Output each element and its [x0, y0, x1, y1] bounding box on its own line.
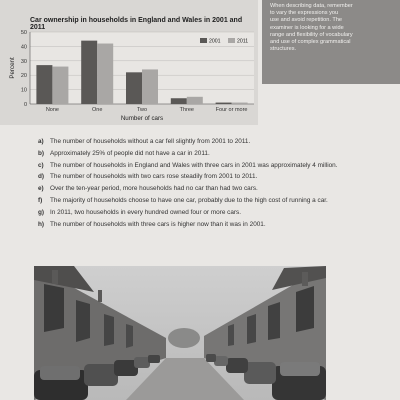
bar-2011 — [187, 97, 203, 104]
statement-b — [38, 148, 390, 160]
tip-line: examiner is looking for a wide — [270, 24, 344, 31]
bar-2001 — [126, 72, 142, 104]
y-tick-label: 50 — [20, 30, 27, 36]
legend-swatch — [228, 38, 235, 43]
chart-title: Car ownership in households in England and Wales in 2001 and 2011 — [30, 17, 243, 31]
statement-label: g) — [38, 208, 45, 216]
statement-label: a) — [38, 138, 44, 145]
statement-label: b) — [38, 149, 45, 157]
tip-line: to vary the expressions you — [270, 10, 339, 17]
statement-label: e) — [38, 185, 44, 193]
tip-line: and use of complex grammatical — [270, 39, 351, 46]
statement-a — [38, 136, 390, 148]
street-photo-illustration — [34, 266, 326, 400]
statement-label: d) — [38, 173, 45, 181]
statement-text: The majority of households choose to have one car, probably due to the high cost of running a car. — [50, 196, 328, 204]
bar-2011 — [97, 44, 113, 104]
x-axis-label: Number of cars — [120, 115, 164, 122]
bar-2001 — [81, 41, 97, 104]
tip-line: When describing data, remember — [270, 3, 353, 9]
legend-swatch — [200, 38, 207, 43]
y-axis-label: Percent — [9, 57, 16, 79]
statement-text: The number of households with three cars is higher now than it was in 2001. — [50, 220, 266, 228]
legend-label: 2011 — [237, 38, 249, 45]
x-tick-label: Two — [136, 107, 148, 113]
bar-2011 — [142, 69, 158, 104]
statement-e — [38, 183, 390, 195]
legend-label: 2001 — [209, 38, 221, 45]
statement-text: In 2011, two households in every hundred owned four or more cars. — [50, 208, 242, 216]
statement-label: h) — [38, 220, 45, 228]
statement-text: The number of households with two cars rose steadily from 2001 to 2011. — [50, 173, 258, 181]
bar-2001 — [36, 65, 52, 104]
bar-2011 — [232, 103, 248, 104]
tip-box — [262, 0, 400, 84]
x-tick-label: One — [91, 107, 103, 113]
statement-list — [38, 136, 390, 230]
chart-panel — [0, 0, 258, 125]
tip-line: range and flexibility of vocabulary — [270, 31, 353, 38]
statement-text: Over the ten-year period, more households had no car than had two cars. — [50, 185, 258, 193]
statement-label: c) — [38, 161, 44, 169]
y-tick-label: 0 — [23, 102, 27, 108]
statement-text: The number of households without a car fell slightly from 2001 to 2011. — [50, 138, 251, 145]
bar-2001 — [171, 98, 187, 104]
x-tick-label: Three — [179, 107, 194, 113]
statement-h — [38, 219, 390, 231]
x-tick-label: Four or more — [215, 107, 248, 113]
statement-c — [38, 160, 390, 172]
statement-d — [38, 171, 390, 183]
bar-chart — [0, 0, 258, 125]
statement-g — [38, 207, 390, 219]
y-tick-label: 30 — [20, 58, 27, 65]
tip-line: use and avoid repetition. The — [270, 17, 343, 24]
bar-2001 — [216, 103, 232, 104]
y-tick-label: 40 — [20, 44, 27, 51]
statement-text: The number of households in England and Wales with three cars in 2001 was approximately 4 million. — [50, 161, 338, 169]
street-photo — [34, 266, 326, 400]
statement-label: f) — [38, 196, 43, 204]
tip-line: structures. — [270, 46, 297, 53]
statement-f — [38, 195, 390, 207]
statement-text: Approximately 25% of people did not have a car in 2011. — [50, 149, 210, 157]
x-tick-label: None — [45, 107, 59, 113]
y-tick-label: 10 — [20, 87, 27, 94]
bar-2011 — [52, 67, 68, 104]
y-tick-label: 20 — [20, 73, 27, 80]
